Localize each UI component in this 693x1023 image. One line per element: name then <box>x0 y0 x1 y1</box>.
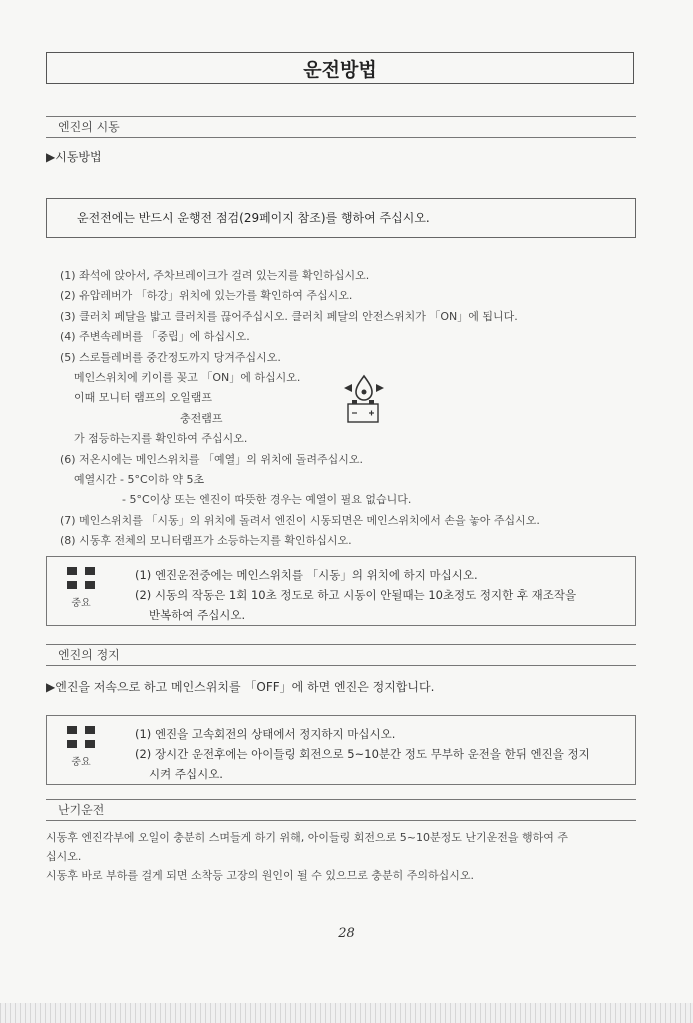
caution-box-start <box>46 556 636 626</box>
section-engine-start-label: 엔진의 시동 <box>58 120 120 134</box>
section-engine-start <box>46 116 636 138</box>
warmup-text <box>46 828 636 885</box>
caution-label: 중요 <box>71 598 91 609</box>
start-method-heading: ▶시동방법 <box>46 150 102 164</box>
caution-line-1: (1) 엔진운전중에는 메인스위치를 「시동」의 위치에 하지 마십시오. <box>135 568 478 582</box>
caution-text-start <box>135 565 615 625</box>
caution-squares-icon <box>67 726 95 768</box>
section-engine-stop <box>46 644 636 666</box>
step-1: (1) 좌석에 앉아서, 주차브레이크가 걸려 있는지를 확인하십시오. <box>60 269 370 282</box>
step-5-key-on: 메인스위치에 키이를 꽂고 「ON」에 하십시오. <box>74 370 301 384</box>
caution-squares-icon <box>67 567 95 609</box>
pre-operation-notice <box>46 198 636 238</box>
battery-icon <box>348 400 378 422</box>
step-5-confirm: 가 점등하는지를 확인하여 주십시오. <box>74 432 248 446</box>
caution-line-2-cont: 반복하여 주십시오. <box>149 608 246 622</box>
caution-text-stop <box>135 724 615 784</box>
page-title-text: 운전방법 <box>303 58 377 81</box>
section-warmup-label: 난기운전 <box>58 803 105 817</box>
page-title <box>46 52 634 84</box>
step-7: (7) 메인스위치를 「시동」의 위치에 돌려서 엔진이 시동되면은 메인스위치에서 손을 놓아 주십시오. <box>60 513 540 527</box>
step-8: (8) 시동후 전체의 모니터램프가 소등하는지를 확인하십시오. <box>60 534 352 548</box>
warmup-line-1: 시동후 엔진각부에 오일이 충분히 스며들게 하기 위해, 아이들링 회전으로 5~10분정도 난기운전을 행하여 주 <box>46 831 568 844</box>
scan-edge <box>0 1003 693 1023</box>
pre-operation-notice-text: 운전전에는 반드시 운행전 점검(29페이지 참조)를 행하여 주십시오. <box>77 211 430 225</box>
step-6-preheat-time: 예열시간 - 5°C이하 약 5초 <box>74 472 205 486</box>
monitor-lamp-icons <box>340 370 388 426</box>
step-6-no-preheat: - 5°C이상 또는 엔진이 따뜻한 경우는 예열이 필요 없습니다. <box>122 493 412 507</box>
caution-line-2: (2) 장시간 운전후에는 아이들링 회전으로 5~10분간 정도 무부하 운전을 한뒤 엔진을 정지 <box>135 747 590 761</box>
page-number: 28 <box>338 926 355 941</box>
section-warmup <box>46 799 636 821</box>
caution-label: 중요 <box>71 757 91 768</box>
step-6: (6) 저온시에는 메인스위치를 「예열」의 위치에 돌려주십시오. <box>60 452 363 466</box>
step-2: (2) 유압레버가 「하강」위치에 있는가를 확인하여 주십시오. <box>60 289 353 303</box>
section-engine-stop-label: 엔진의 정지 <box>58 648 120 662</box>
warmup-line-3: 시동후 바로 부하를 걸게 되면 소착등 고장의 원인이 될 수 있으므로 충분히 주의하십시오. <box>46 869 474 882</box>
step-5-charge-lamp: 충전램프 <box>180 411 223 425</box>
caution-line-2: (2) 시동의 작동은 1회 10초 정도로 하고 시동이 안될때는 10초정도 정지한 후 재조작을 <box>135 588 577 602</box>
stop-instruction: ▶엔진을 저속으로 하고 메인스위치를 「OFF」에 하면 엔진은 정지합니다. <box>46 680 435 694</box>
warmup-line-2: 십시오. <box>46 850 82 863</box>
step-3: (3) 클러치 페달을 밟고 클러치를 끊어주십시오. 클러치 페달의 안전스위치가 「ON」에 됩니다. <box>60 309 518 323</box>
caution-line-1: (1) 엔진을 고속회전의 상태에서 정지하지 마십시오. <box>135 727 396 741</box>
oil-can-icon <box>344 376 384 400</box>
step-5-oil-lamp: 이때 모니터 램프의 오일램프 <box>74 391 213 405</box>
caution-line-2-cont: 시켜 주십시오. <box>149 767 223 781</box>
step-5: (5) 스로틀레버를 중간정도까지 당겨주십시오. <box>60 350 281 364</box>
caution-box-stop <box>46 715 636 785</box>
step-4: (4) 주변속레버를 「중립」에 하십시오. <box>60 330 250 344</box>
